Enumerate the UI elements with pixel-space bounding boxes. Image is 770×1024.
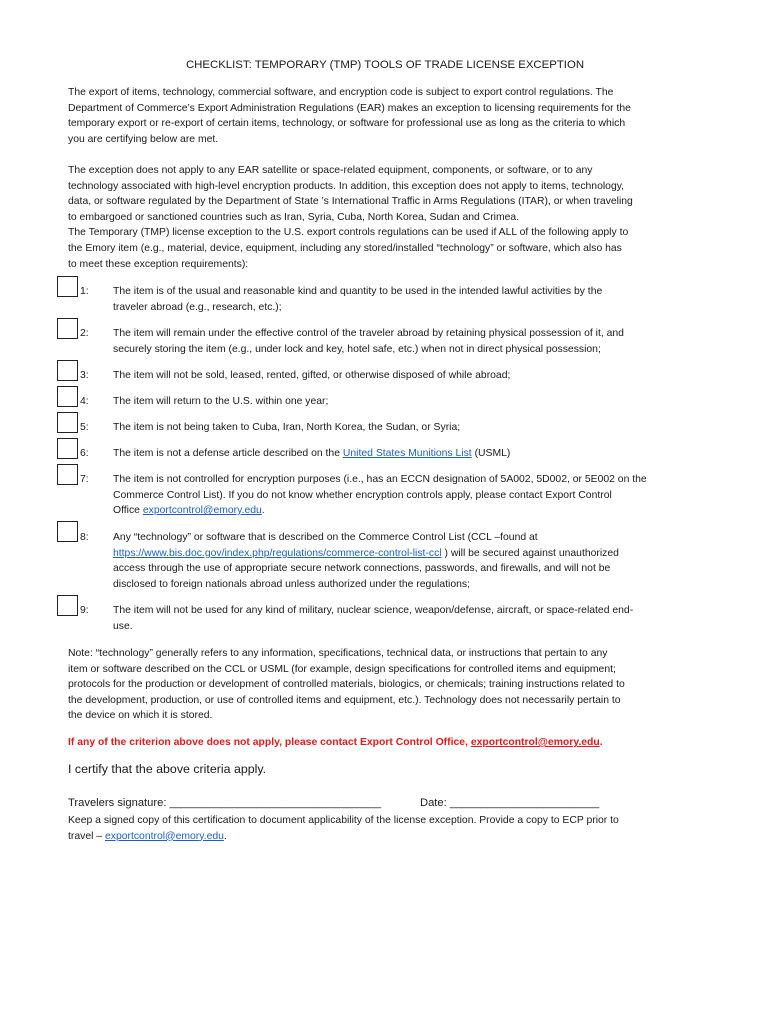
item-9-number: 9: bbox=[80, 605, 89, 616]
item-8-checkbox[interactable] bbox=[57, 521, 78, 542]
signature-field[interactable]: Travelers signature: __________________________________ bbox=[68, 797, 382, 809]
certify-statement: I certify that the above criteria apply. bbox=[68, 762, 267, 776]
item-4-number: 4: bbox=[80, 396, 89, 407]
warning-message: If any of the criterion above does not apply, please contact Export Control Office, exportcontrol@emory.edu. bbox=[68, 737, 603, 748]
item-8-number: 8: bbox=[80, 532, 89, 543]
item-3-checkbox[interactable] bbox=[57, 360, 78, 381]
item-9-checkbox[interactable] bbox=[57, 595, 78, 616]
item-1-checkbox[interactable] bbox=[57, 276, 78, 297]
item-7-text: The item is not controlled for encryption purposes (i.e., has an ECCN designation of 5A002, 5D002, or 5E002 on the Commerce Control List). If you do not know whether encryption controls apply, please contact Export Control Office exportcontrol@emory.edu. bbox=[113, 474, 647, 517]
item-1-text: The item is of the usual and reasonable kind and quantity to be used in the intended lawful activities by the traveler abroad (e.g., research, etc.); bbox=[113, 286, 603, 313]
item-4-text: The item will return to the U.S. within one year; bbox=[113, 396, 329, 407]
intro-paragraph-2: The exception does not apply to any EAR satellite or space-related equipment, components, or software, or to any technology associated with high-level encryption products. In addition, this exception does not apply to items, technology, data, or software regulated by the Department of State ’s International Traffic in Arms Regulations (ITAR), or when traveling to embargoed or sanctioned countries such as Iran, Syria, Cuba, North Korea, Sudan and Crimea. The Temporary (TMP) license exception to the U.S. export controls regulations can be used if ALL of the following apply to the Emory item (e.g., material, device, equipment, including any stored/installed “technology” or software, which also has to meet these exception requirements): bbox=[68, 165, 633, 270]
item-6-checkbox[interactable] bbox=[57, 438, 78, 459]
document-title: CHECKLIST: TEMPORARY (TMP) TOOLS OF TRADE LICENSE EXCEPTION bbox=[185, 59, 585, 71]
item-5-number: 5: bbox=[80, 422, 89, 433]
export-control-email-link[interactable]: exportcontrol@emory.edu bbox=[142, 505, 262, 517]
item-3-number: 3: bbox=[80, 370, 89, 381]
item-5-text: The item is not being taken to Cuba, Iran, North Korea, the Sudan, or Syria; bbox=[113, 422, 461, 433]
date-field[interactable]: Date: ________________________ bbox=[420, 797, 600, 809]
item-2-checkbox[interactable] bbox=[57, 318, 78, 339]
warning-email-link[interactable]: exportcontrol@emory.edu bbox=[470, 737, 600, 748]
item-5-checkbox[interactable] bbox=[57, 412, 78, 433]
ccl-url-link[interactable]: https://www.bis.doc.gov/index.php/regulations/commerce-control-list-ccl bbox=[113, 547, 442, 559]
intro-paragraph-1: The export of items, technology, commercial software, and encryption code is subject to export control regulations. The Department of Commerce’s Export Administration Regulations (EAR) makes an exception to licensing requirements for the temporary export or re-export of certain items, technology, or software for professional use as long as the criteria to which you are certifying below are met. bbox=[68, 87, 631, 145]
item-7-checkbox[interactable] bbox=[57, 464, 78, 485]
item-6-text: The item is not a defense article described on the United States Munitions List (USML) bbox=[113, 448, 511, 459]
item-4-checkbox[interactable] bbox=[57, 386, 78, 407]
technology-note: Note: “technology” generally refers to any information, specifications, technical data, or instructions that pertain to any item or software described on the CCL or USML (for example, design specifications for controlled items and equipment; protocols for the production or development of controlled materials, biologics, or chemicals; training instructions related to the development, production, or use of controlled items and equipment, etc.). Technology does not necessarily pertain to the device on which it is stored. bbox=[68, 648, 625, 722]
item-2-text: The item will remain under the effective control of the traveler abroad by retaining physical possession of it, and securely storing the item (e.g., under lock and key, hotel safe, etc.) when not in direct physical possession; bbox=[113, 328, 624, 355]
keep-copy-instructions: Keep a signed copy of this certification to document applicability of the license exception. Provide a copy to ECP prior to travel – exportcontrol@emory.edu. bbox=[68, 815, 619, 842]
item-9-text: The item will not be used for any kind of military, nuclear science, weapon/defense, aircraft, or space-related end- use. bbox=[113, 605, 634, 632]
item-8-text: Any “technology” or software that is described on the Commerce Control List (CCL –found at https://www.bis.doc.gov/index.php/regulations/commerce-control-list-ccl ) will be secured against unauthorized access through the use of appropriate secure network connections, passwords, and firewalls, and will not be disclosed to foreign nationals abroad unless authorized under the regulations; bbox=[113, 532, 619, 590]
keep-email-link[interactable]: exportcontrol@emory.edu bbox=[104, 830, 224, 842]
item-1-number: 1: bbox=[80, 286, 89, 297]
item-6-number: 6: bbox=[80, 448, 89, 459]
item-3-text: The item will not be sold, leased, rented, gifted, or otherwise disposed of while abroad; bbox=[113, 370, 511, 381]
usml-link[interactable]: United States Munitions List bbox=[342, 448, 472, 459]
item-7-number: 7: bbox=[80, 474, 89, 485]
item-2-number: 2: bbox=[80, 328, 89, 339]
